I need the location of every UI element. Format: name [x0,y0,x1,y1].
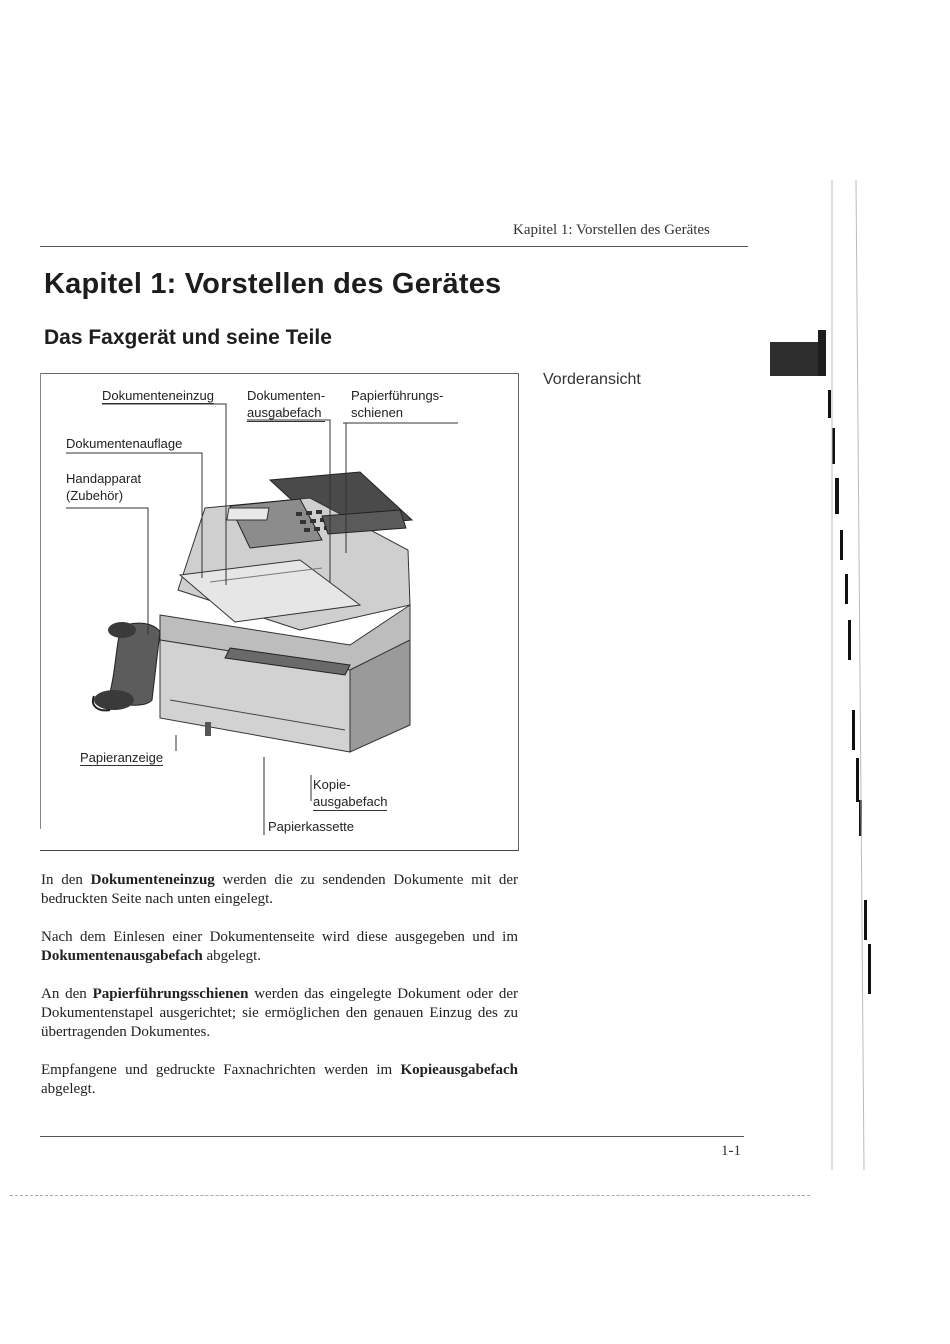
figure-caption: Vorderansicht [543,371,641,388]
label-kopieausgabefach-line1: Kopie- [313,777,351,792]
paragraph-dokumenteneinzug [41,871,518,909]
label-papierfuehrungsschienen-line1: Papierführungs- [351,388,444,403]
paragraph-dokumentenausgabefach [41,928,518,966]
footer-rule [40,1136,744,1137]
label-dokumenten-ausgabefach-line1: Dokumenten- [247,388,326,403]
paragraph-bold-term: Papierführungsschienen [92,986,249,1002]
paragraph-papierfuehrungsschienen [41,985,518,1042]
paragraph-bold-term: Dokumenteneinzug [90,872,215,888]
paragraph-text: werden die zu sendenden Dokumente mit der bedruckten Seite nach unten eingelegt. [41,872,519,907]
label-handapparat-line2: (Zubehör) [66,488,124,503]
paragraph-bold-term: Dokumentenausgabefach [41,948,203,964]
chapter-title: Kapitel 1: Vorstellen des Gerätes [44,268,502,300]
paragraph-text: Empfangene und gedruckte Faxnachrichten werden im [41,1062,401,1078]
label-papieranzeige-text: Papieranzeige [80,750,164,765]
paragraph-text: abgelegt. [41,1081,96,1097]
label-dokumenteneinzug-text: Dokumenteneinzug [102,388,215,403]
scan-edge-marks [760,170,940,1210]
paragraph-bold-term: Kopieausgabefach [400,1062,518,1078]
paragraph-text: abgelegt. [202,948,261,964]
paragraph-text: werden das eingelegte Dokument oder der Dokumentenstapel ausgerichtet; sie ermöglichen den genauen Einzug des zu übertragenden Dokumentes. [41,986,518,1040]
paragraph-text: An den [41,986,93,1002]
label-dokumentenauflage-text: Dokumentenauflage [66,436,183,451]
label-papierfuehrungsschienen-line2: schienen [351,405,404,420]
callout-leader-lines [40,373,518,849]
bottom-scan-edge [10,1195,810,1197]
label-kopieausgabefach-line2: ausgabefach [313,794,388,809]
label-dokumenten-ausgabefach-line2: ausgabefach [247,404,325,422]
paragraph-kopieausgabefach [41,1061,518,1099]
paragraph-text: In den [41,872,91,888]
page-number: 1-1 [721,1143,741,1159]
label-handapparat-line1: Handapparat [66,471,142,486]
paragraph-text: Nach dem Einlesen einer Dokumentenseite wird diese ausgegeben und im [41,929,518,945]
section-title: Das Faxgerät und seine Teile [44,326,332,349]
label-papierkassette-text: Papierkassette [268,819,354,834]
running-header: Kapitel 1: Vorstellen des Gerätes [513,222,710,238]
header-rule [40,246,748,247]
